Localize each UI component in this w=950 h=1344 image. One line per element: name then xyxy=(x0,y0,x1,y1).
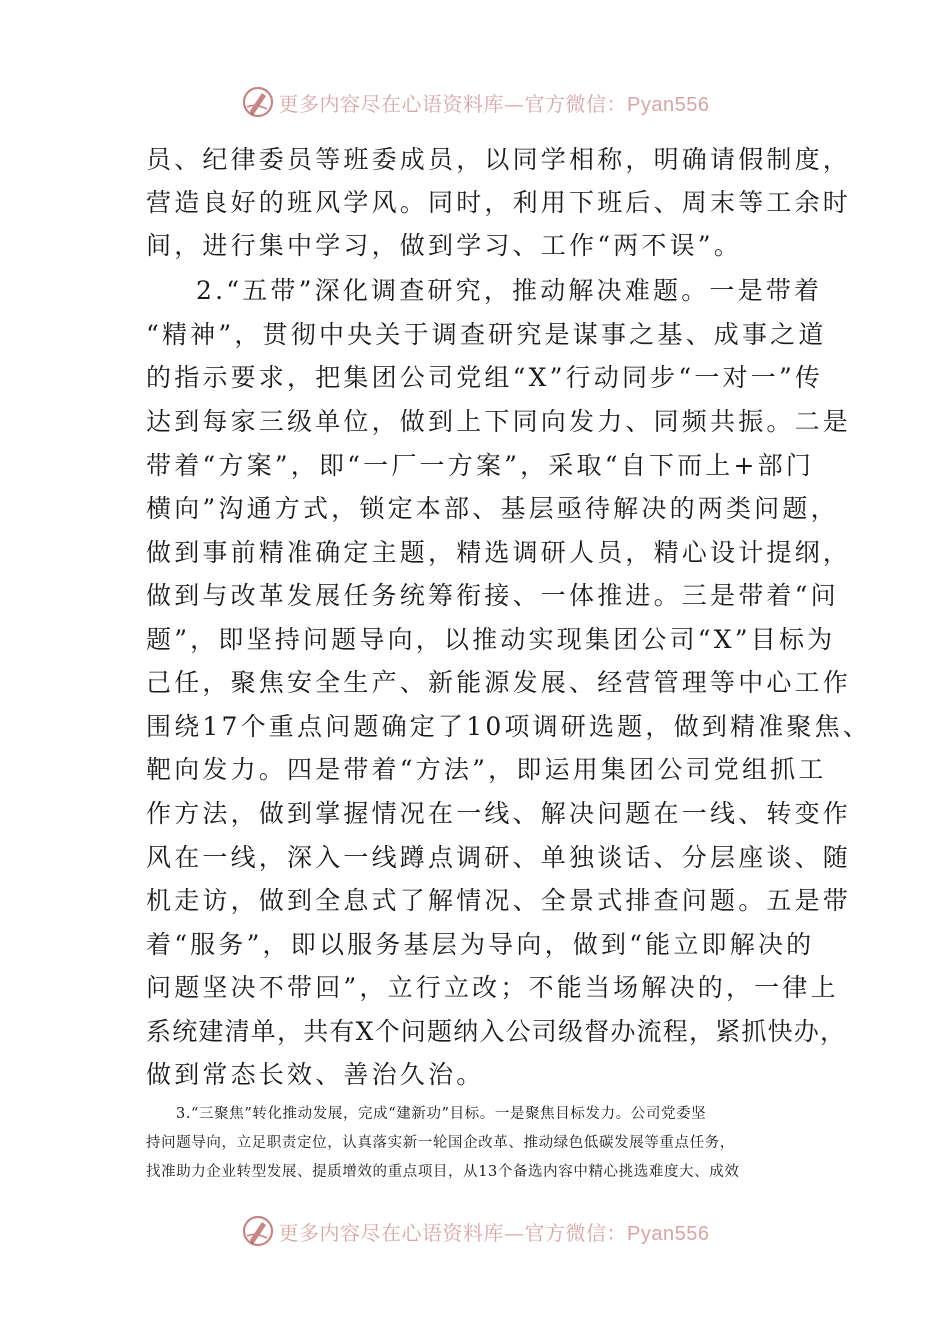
paragraph-2-line-4: 达到每家三级单位，做到上下同向发力、同频共振。二是 xyxy=(146,407,852,436)
paragraph-2-line-2: “精神”，贯彻中央关于调查研究是谋事之基、成事之道 xyxy=(146,320,827,349)
paragraph-2-line-7: 做到事前精准确定主题，精选调研人员，精心设计提纲， xyxy=(146,538,852,567)
footer-watermark-banner xyxy=(0,1209,950,1253)
wechat-id: Pyan556 xyxy=(627,93,710,116)
paragraph-2-line-19: 做到常态长效、善治久治。 xyxy=(146,1060,485,1089)
paragraph-3-line-2: 持问题导向，立足职责定位，认真落实新一轮国企改革、推动绿色低碳发展等重点任务， xyxy=(146,1135,735,1151)
watermark-text: 更多内容尽在心语资料库—官方微信：Pyan556 xyxy=(278,91,710,116)
header-watermark-banner xyxy=(0,80,950,124)
paragraph-1-line-3: 间，进行集中学习，做到学习、工作“两不误”。 xyxy=(146,231,742,260)
paragraph-3-line-1: 3.“三聚焦”转化推动发展，完成“建新功”目标。一是聚焦目标发力。公司党委坚 xyxy=(176,1106,707,1122)
paragraph-2-line-10: 己任，聚焦安全生产、新能源发展、经营管理等中心工作 xyxy=(146,668,852,697)
paragraph-2-line-11: 围绕17个重点问题确定了10项调研选题，做到精准聚焦、 xyxy=(146,712,872,741)
paragraph-2-line-14: 风在一线，深入一线蹲点调研、单独谈话、分层座谈、随 xyxy=(146,843,852,872)
paragraph-2-line-17: 问题坚决不带回”，立行立改；不能当场解决的，一律上 xyxy=(146,973,839,1002)
paragraph-2-line-5: 带着“方案”，即“一厂一方案”，采取“自下而上+部门 xyxy=(146,451,815,480)
paragraph-2-line-6: 横向”沟通方式，锁定本部、基层亟待解决的两类问题， xyxy=(146,494,839,523)
paragraph-2-line-1: 2.“五带”深化调查研究，推动解决难题。一是带着 xyxy=(196,276,823,305)
paragraph-2-line-18: 系统建清单，共有X个问题纳入公司级督办流程，紧抓快办， xyxy=(146,1017,847,1046)
watermark-text: 更多内容尽在心语资料库—官方微信：Pyan556 xyxy=(278,1220,710,1245)
paragraph-1-line-1: 员、纪律委员等班委成员，以同学相称，明确请假制度， xyxy=(146,145,852,174)
paragraph-2-line-15: 机走访，做到全息式了解情况、全景式排查问题。五是带 xyxy=(146,886,852,915)
paragraph-2-line-8: 做到与改革发展任务统筹衔接、一体推进。三是带着“问 xyxy=(146,581,839,610)
pen-circle-logo-icon xyxy=(241,1214,275,1248)
paragraph-2-line-3: 的指示要求，把集团公司党组“X”行动同步“一对一”传 xyxy=(146,363,824,392)
wechat-id: Pyan556 xyxy=(627,1222,710,1245)
paragraph-2-line-9: 题”，即坚持问题导向，以推动实现集团公司“X”目标为 xyxy=(146,625,836,654)
pen-circle-logo-icon xyxy=(241,85,275,119)
paragraph-3-line-3: 找准助力企业转型发展、提质增效的重点项目，从13个备选内容中精心挑选难度大、成效 xyxy=(146,1164,740,1180)
paragraph-1-line-2: 营造良好的班风学风。同时，利用下班后、周末等工余时 xyxy=(146,188,852,217)
paragraph-2-line-16: 着“服务”，即以服务基层为导向，做到“能立即解决的 xyxy=(146,930,815,959)
paragraph-2-line-13: 作方法，做到掌握情况在一线、解决问题在一线、转变作 xyxy=(146,799,852,828)
paragraph-2-line-12: 靶向发力。四是带着“方法”，即运用集团公司党组抓工 xyxy=(146,755,827,784)
